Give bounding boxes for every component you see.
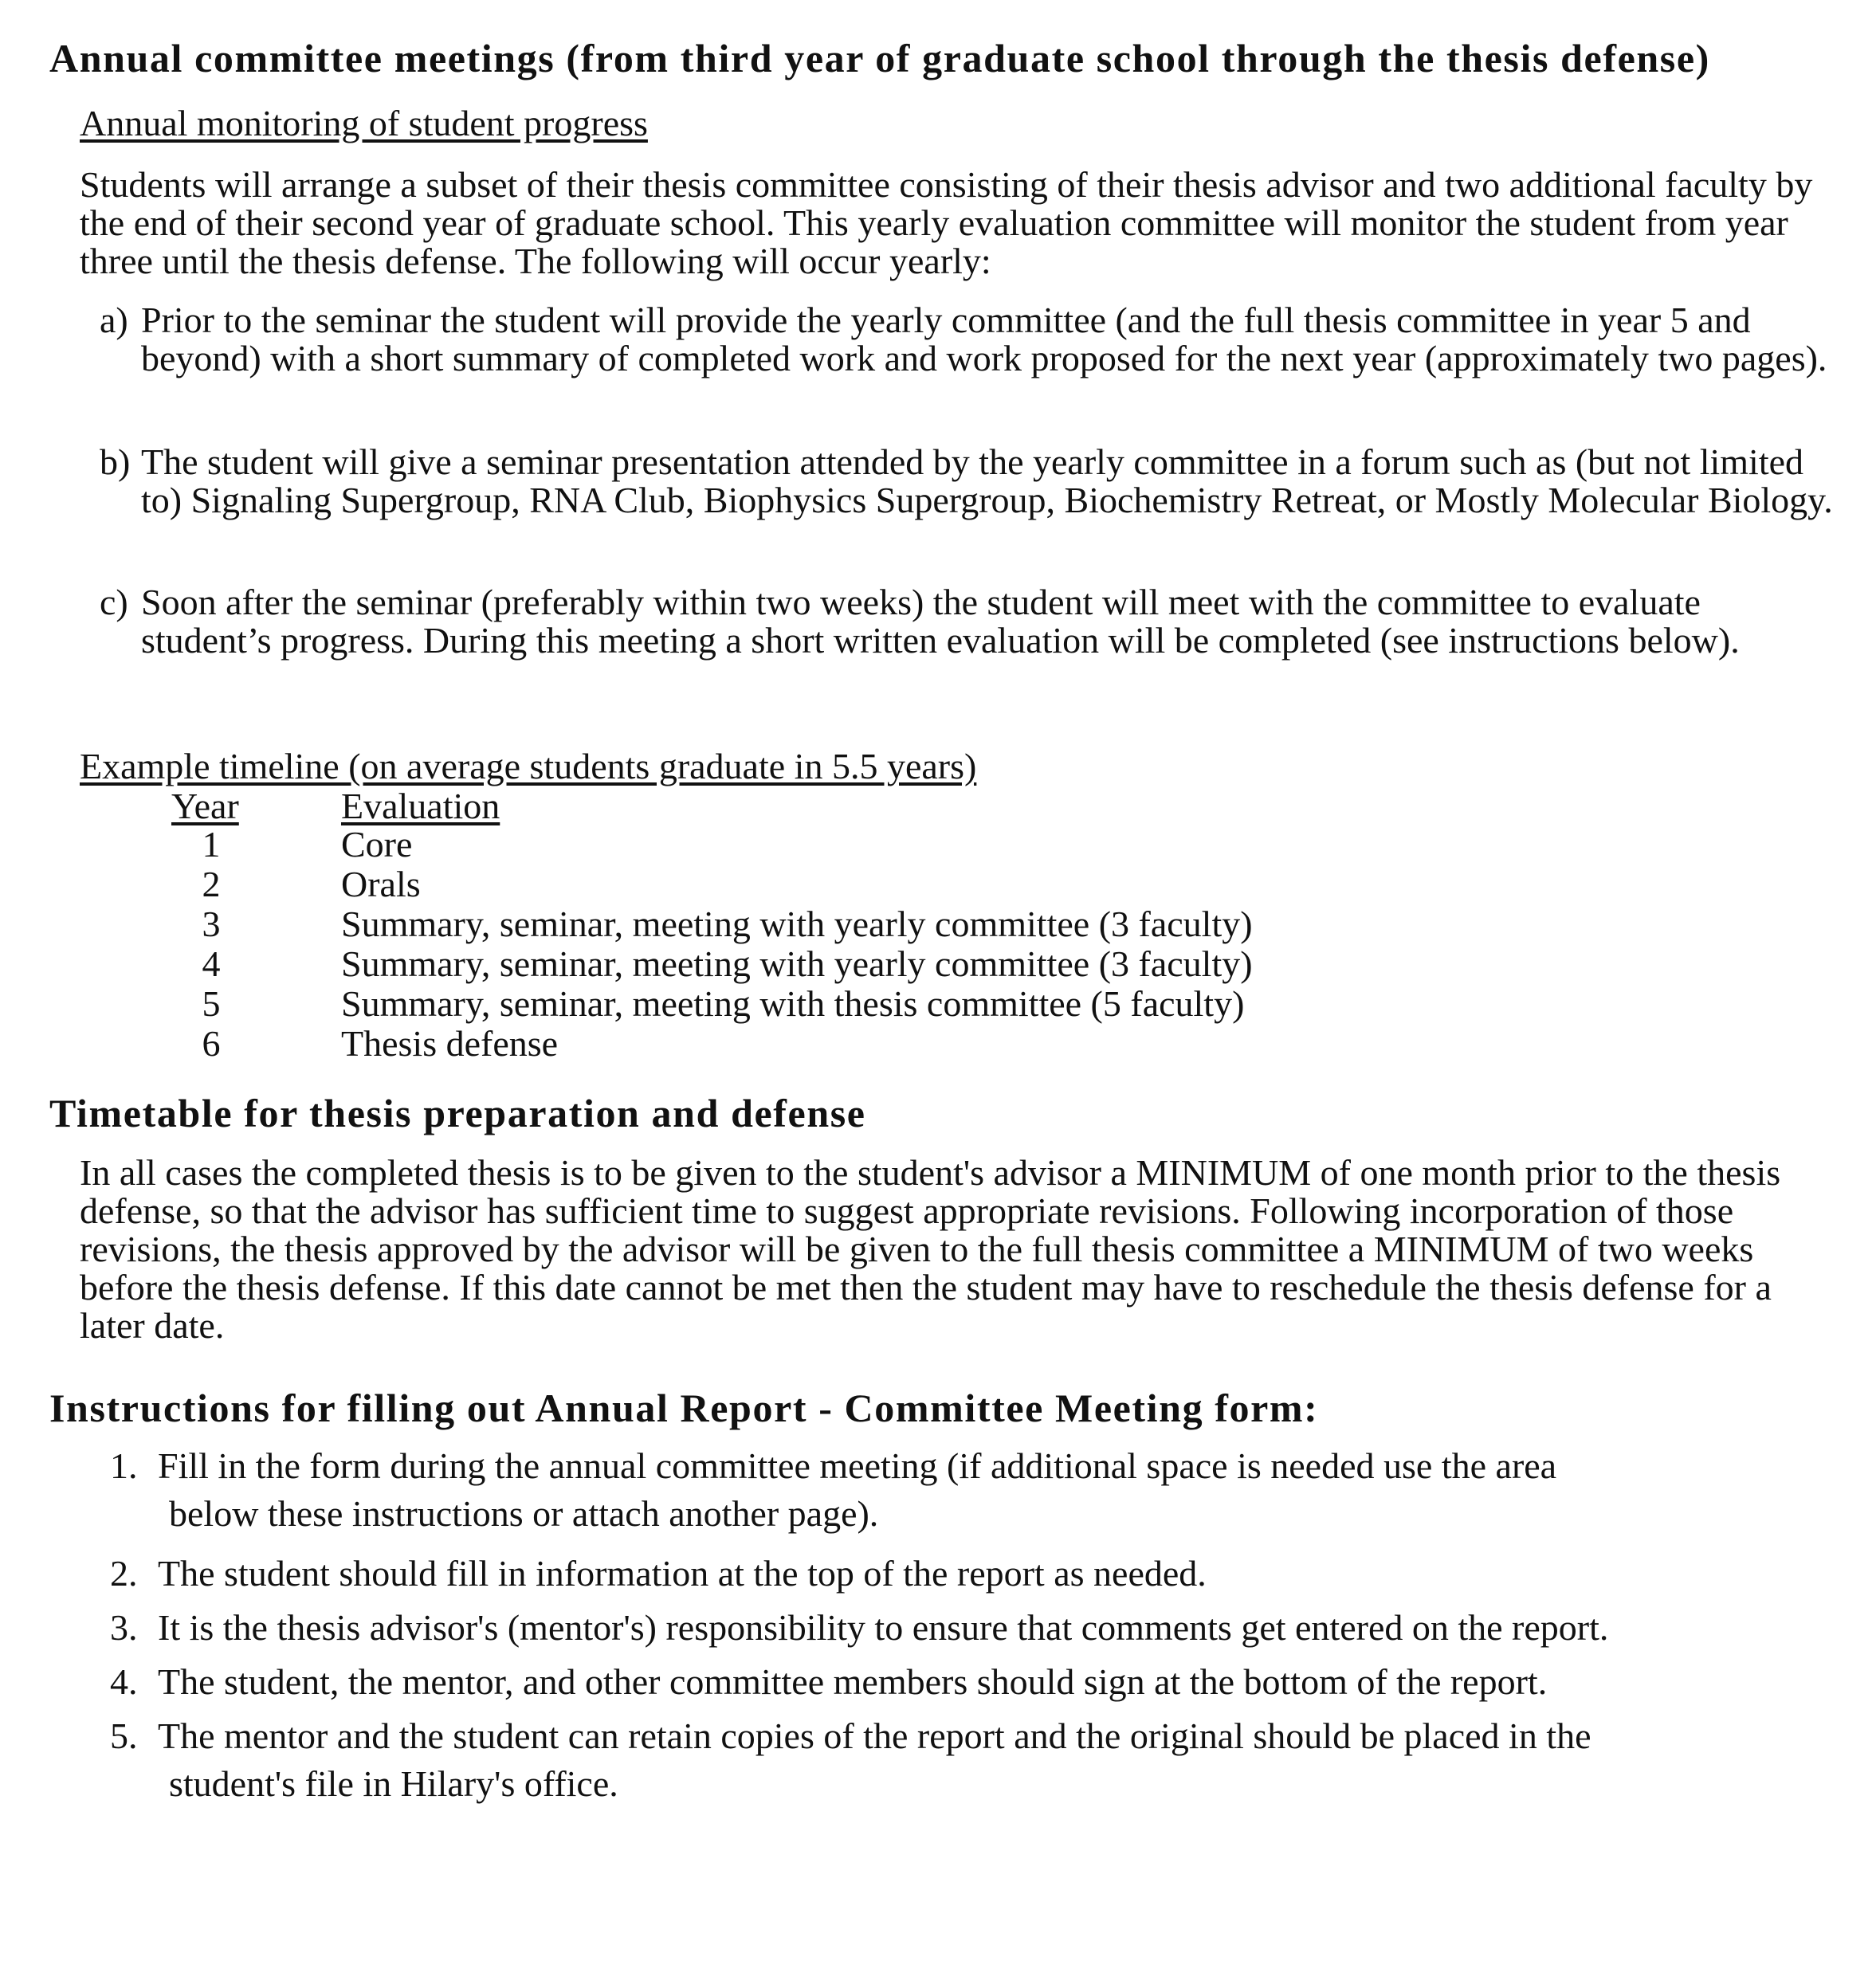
timeline-year: 4 [202,943,221,984]
instruction-number: 3. [110,1607,138,1648]
list-marker: b) [100,441,131,482]
list-item-text: The student will give a seminar presentation attended by the yearly committee in a forum such as (but not limited to) Signaling Supergroup, RNA Club, Biophysics Supergroup, Biochemistry Retreat, or Mostly Molecular Biology. [141,441,1833,520]
list-item-text: Soon after the seminar (preferably within two weeks) the student will meet with the committee to evaluate student’s progress. During this meeting a short written evaluation will be completed (see instructions below). [141,582,1740,661]
timeline-col-year: Year [171,786,239,826]
instruction-text: The student, the mentor, and other committee members should sign at the bottom of the report. [158,1661,1548,1702]
list-item-a [100,301,1837,378]
instruction-item-3 [110,1604,1799,1652]
timeline-evaluation: Thesis defense [341,1023,559,1064]
timeline-col-evaluation: Evaluation [341,786,500,826]
timeline-year: 3 [202,904,221,944]
timeline-title: Example timeline (on average students graduate in 5.5 years) [80,746,977,786]
timetable-paragraph: In all cases the completed thesis is to be given to the student's advisor a MINIMUM of one month prior to the thesis defense, so that the advisor has sufficient time to suggest appropriate revisions. Following incorporation of those revisions, the thesis approved by the advisor will be given to the full thesis committee a MINIMUM of two weeks before the thesis defense. If this date cannot be met then the student may have to reschedule the thesis defense for a later date. [80,1152,1781,1346]
timeline-evaluation: Summary, seminar, meeting with thesis committee (5 faculty) [341,983,1245,1024]
timeline-evaluation: Summary, seminar, meeting with yearly committee (3 faculty) [341,943,1253,984]
list-marker: c) [100,582,128,622]
list-marker: a) [100,300,128,340]
instruction-text: Fill in the form during the annual committee meeting (if additional space is needed use the area [158,1445,1557,1486]
instruction-number: 5. [110,1715,138,1756]
timeline-year: 2 [202,864,221,904]
timeline-evaluation: Orals [341,864,421,904]
list-item-b [100,443,1837,520]
instruction-text: The mentor and the student can retain copies of the report and the original should be placed in the [158,1715,1591,1756]
instruction-text: The student should fill in information at the top of the report as needed. [158,1553,1207,1594]
instruction-item-2 [110,1550,1799,1598]
section-heading-timetable: Timetable for thesis preparation and defense [49,1091,866,1135]
list-item-c [100,583,1837,660]
instruction-text-continued: student's file in Hilary's office. [169,1763,618,1804]
instruction-number: 4. [110,1661,138,1702]
timeline-year: 5 [202,983,221,1024]
instruction-item-5 [110,1712,1799,1808]
timeline-evaluation: Summary, seminar, meeting with yearly committee (3 faculty) [341,904,1253,944]
section-heading-annual-meetings: Annual committee meetings (from third year of graduate school through the thesis defense) [49,36,1710,80]
instruction-text-continued: below these instructions or attach another page). [169,1493,879,1534]
subheading-annual-monitoring: Annual monitoring of student progress [80,103,648,143]
instruction-text: It is the thesis advisor's (mentor's) responsibility to ensure that comments get entered on the report. [158,1607,1609,1648]
section-heading-instructions: Instructions for filling out Annual Report - Committee Meeting form: [49,1386,1319,1430]
instruction-number: 1. [110,1445,138,1486]
intro-paragraph: Students will arrange a subset of their thesis committee consisting of their thesis advisor and two additional faculty by the end of their second year of graduate school. This yearly evaluation committee will monitor the student from year three until the thesis defense. The following will occur yearly: [80,164,1813,281]
instruction-item-4 [110,1658,1799,1706]
instruction-number: 2. [110,1553,138,1594]
instruction-item-1 [110,1442,1799,1538]
timeline-year: 1 [202,824,221,865]
timeline-evaluation: Core [341,824,413,865]
list-item-text: Prior to the seminar the student will provide the yearly committee (and the full thesis committee in year 5 and beyond) with a short summary of completed work and work proposed for the next year (approximately two pages). [141,300,1827,378]
timeline-year: 6 [202,1023,221,1064]
